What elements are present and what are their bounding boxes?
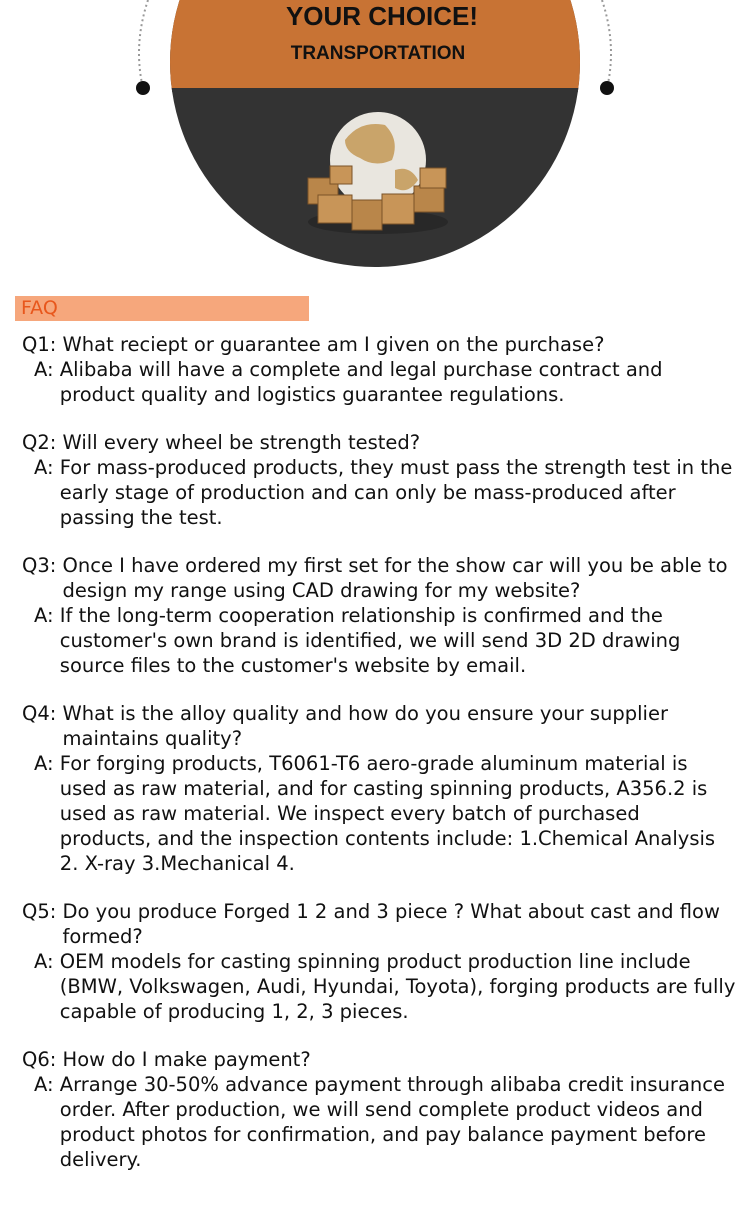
faq-item	[22, 430, 737, 530]
answer-text: For forging products, T6061-T6 aero-grade aluminum material is used as raw material, and for casting spinning products, A356.2 is used as raw material. We inspect every batch of purchased products, and the inspection contents include: 1.Chemical Analysis 2. X-ray 3.Mechanical 4.	[59, 752, 716, 875]
dot-right	[600, 81, 614, 95]
answer-label: A:	[34, 1073, 54, 1096]
question-text: Do you produce Forged 1 2 and 3 piece ? What about cast and flow formed?	[62, 900, 720, 948]
answer-label: A:	[34, 358, 54, 381]
answer-text: Alibaba will have a complete and legal purchase contract and product quality and logistics guarantee regulations.	[59, 358, 663, 406]
answer-label: A:	[34, 752, 54, 775]
answer-text: OEM models for casting spinning product production line include (BMW, Volkswagen, Audi, Hyundai, Toyota), forging products are fully capable of producing 1, 2, 3 pieces.	[59, 950, 736, 1023]
hero-banner	[0, 0, 750, 280]
question-text: Will every wheel be strength tested?	[62, 431, 421, 454]
question-text: What is the alloy quality and how do you ensure your supplier maintains quality?	[62, 702, 668, 750]
question-text: What reciept or guarantee am I given on the purchase?	[62, 333, 605, 356]
hero-graphic	[0, 0, 750, 280]
faq-list	[22, 332, 737, 1195]
faq-item	[22, 899, 737, 1024]
dotted-arc-right	[602, 0, 611, 88]
question-label: Q5:	[22, 900, 57, 923]
faq-title: FAQ	[21, 297, 58, 319]
dot-left	[136, 81, 150, 95]
dotted-arc-left	[139, 0, 148, 88]
faq-header	[15, 296, 309, 321]
answer-text: If the long-term cooperation relationship is confirmed and the customer's own brand is identified, we will send 3D 2D drawing source files to the customer's website by email.	[59, 604, 681, 677]
answer-label: A:	[34, 950, 54, 973]
answer-text: For mass-produced products, they must pass the strength test in the early stage of production and can only be mass-produced after passing the test.	[59, 456, 733, 529]
question-label: Q4:	[22, 702, 57, 725]
question-label: Q6:	[22, 1048, 57, 1071]
faq-item	[22, 1047, 737, 1172]
question-label: Q2:	[22, 431, 57, 454]
banner-headline: YOUR CHOICE!	[285, 1, 479, 31]
faq-item	[22, 701, 737, 876]
question-label: Q3:	[22, 554, 57, 577]
faq-item	[22, 553, 737, 678]
question-text: Once I have ordered my first set for the show car will you be able to design my range using CAD drawing for my website?	[62, 554, 728, 602]
answer-text: Arrange 30-50% advance payment through alibaba credit insurance order. After production, we will send complete product videos and product photos for confirmation, and pay balance payment before delivery.	[59, 1073, 725, 1171]
faq-item	[22, 332, 737, 407]
answer-label: A:	[34, 604, 54, 627]
answer-label: A:	[34, 456, 54, 479]
question-label: Q1:	[22, 333, 57, 356]
question-text: How do I make payment?	[62, 1048, 311, 1071]
banner-subheadline: TRANSPORTATION	[290, 43, 466, 64]
